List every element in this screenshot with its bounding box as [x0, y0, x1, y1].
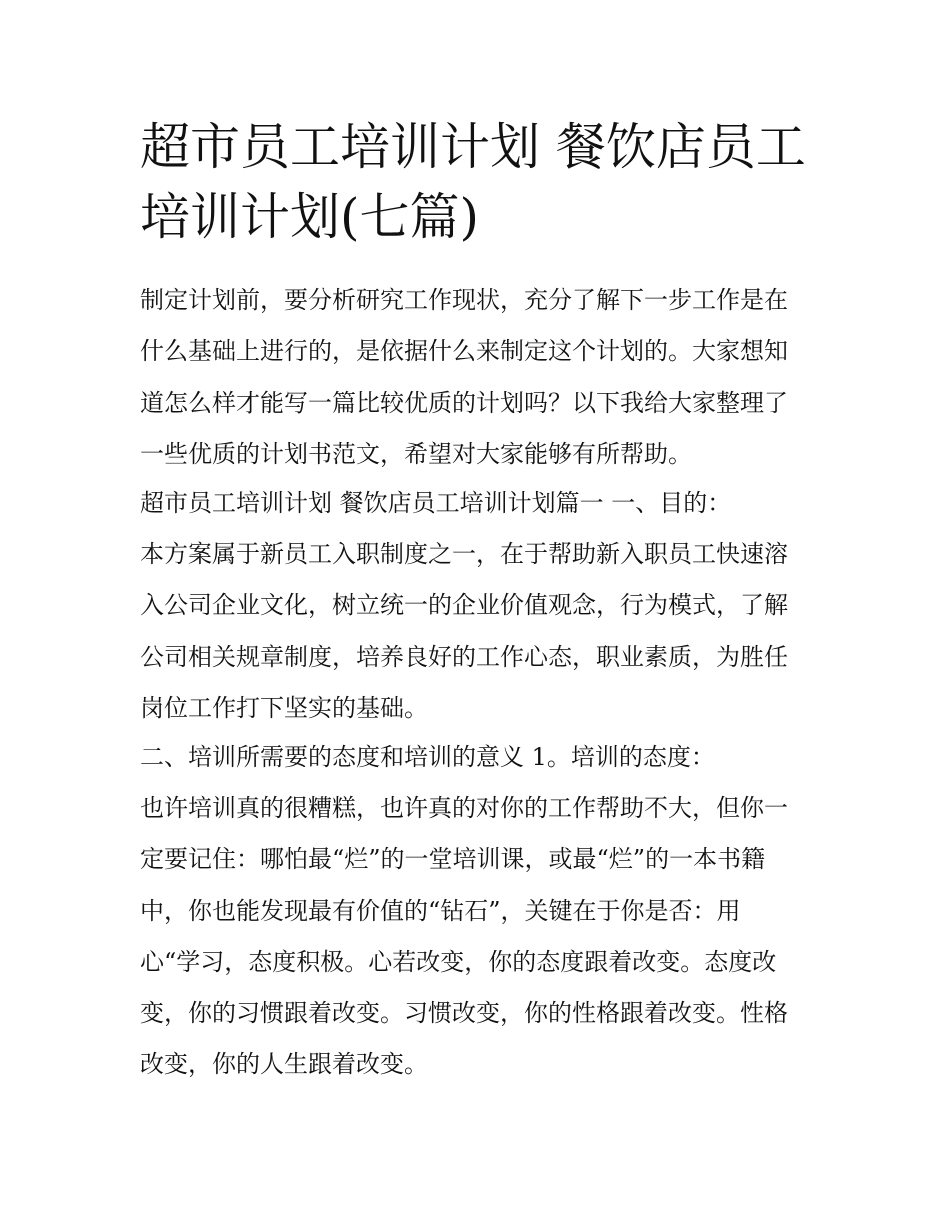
- body-line: 道怎么样才能写一篇比较优质的计划吗？以下我给大家整理了: [140, 389, 788, 417]
- body-line: 中，你也能发现最有价值的“钻石”，关键在于你是否：用: [140, 897, 741, 925]
- title-line-2: 培训计划(七篇): [140, 188, 480, 246]
- body-line: 岗位工作打下坚实的基础。: [140, 694, 428, 722]
- body-line: 心“学习，态度积极。心若改变，你的态度跟着改变。态度改: [140, 948, 777, 976]
- title-line-1: 超市员工培训计划 餐饮店员工: [140, 118, 806, 176]
- body-line: 改变，你的人生跟着改变。: [140, 1050, 428, 1078]
- body-line: 本方案属于新员工入职制度之一，在于帮助新入职员工快速溶: [140, 540, 788, 568]
- body-line: 入公司企业文化，树立统一的企业价值观念，行为模式，了解: [140, 591, 788, 619]
- document-title: [140, 112, 820, 252]
- body-line: 定要记住：哪怕最“烂”的一堂培训课，或最“烂”的一本书籍: [140, 845, 766, 873]
- body-line: 一些优质的计划书范文，希望对大家能够有所帮助。: [140, 440, 692, 468]
- body-line: 也许培训真的很糟糕，也许真的对你的工作帮助不大，但你一: [140, 794, 788, 822]
- section-heading: 二、培训所需要的态度和培训的意义 1。培训的态度：: [140, 743, 715, 771]
- body-line: 公司相关规章制度，培养良好的工作心态，职业素质，为胜任: [140, 643, 788, 671]
- body-line: 制定计划前，要分析研究工作现状，充分了解下一步工作是在: [140, 286, 788, 314]
- body-line: 变，你的习惯跟着改变。习惯改变，你的性格跟着改变。性格: [140, 999, 788, 1027]
- section-heading: 超市员工培训计划 餐饮店员工培训计划篇一 一、目的：: [140, 489, 732, 517]
- body-line: 什么基础上进行的，是依据什么来制定这个计划的。大家想知: [140, 337, 788, 365]
